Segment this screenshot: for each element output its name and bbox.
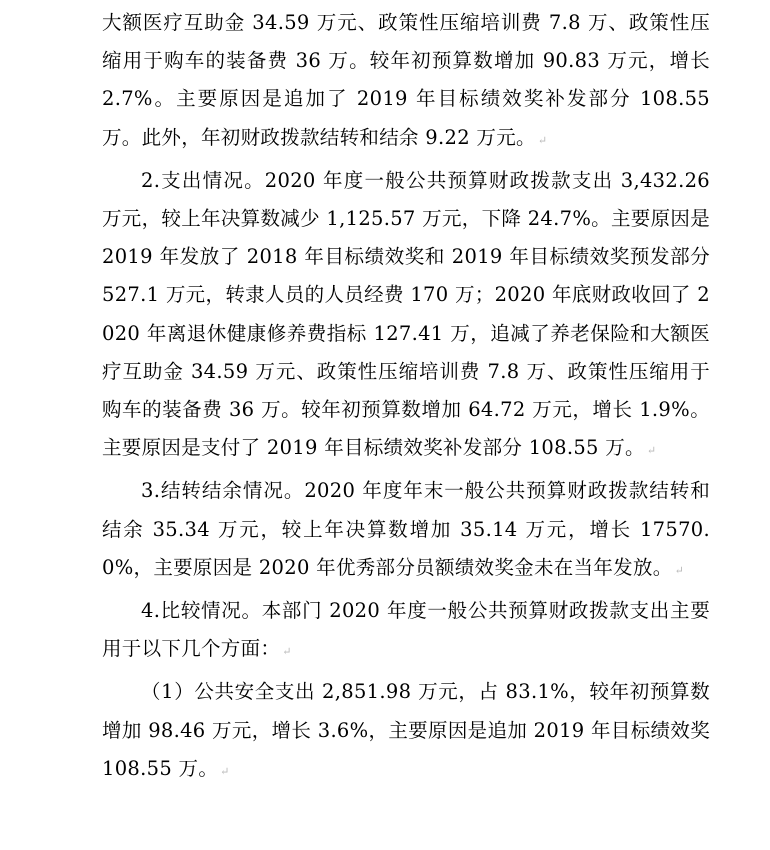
paragraph-public-security bbox=[102, 673, 710, 791]
paragraph-text: 2.支出情况。2020 年度一般公共预算财政拨款支出 3,432.26 万元，较上年决算数减少 1,125.57 万元，下降 24.7%。主要原因是 2019 年发放了 2018 年目标绩效奖和 2019 年目标绩效奖预发部分 527.1 万元，转隶人员的人员经费 170 万；2020 年底财政收回了 2020 年离退休健康修养费指标 127.41 万，追减了养老保险和大额医疗互助金 34.59 万元、政策性压缩培训费 7.8 万、政策性压缩用于购车的装备费 36 万。较年初预算数增加 64.72 万元，增长 1.9%。主要原因是支付了 2019 年目标绩效奖补发部分 108.55 万。 bbox=[102, 168, 710, 460]
paragraph-text: 4.比较情况。本部门 2020 年度一般公共预算财政拨款支出主要用于以下几个方面： bbox=[102, 599, 710, 661]
paragraph-text: （1）公共安全支出 2,851.98 万元，占 83.1%，较年初预算数增加 98.46 万元，增长 3.6%，主要原因是追加 2019 年目标绩效奖 108.55 万。 bbox=[102, 680, 710, 780]
paragraph-text: 大额医疗互助金 34.59 万元、政策性压缩培训费 7.8 万、政策性压缩用于购车的装备费 36 万。较年初预算数增加 90.83 万元，增长 2.7%。主要原因是追加了 2019 年目标绩效奖补发部分 108.55 万。此外，年初财政拨款结转和结余 9.22 万元。 bbox=[102, 11, 710, 149]
paragraph-mark-icon: ↵ bbox=[282, 645, 292, 659]
paragraph-text: 3.结转结余情况。2020 年度年末一般公共预算财政拨款结转和结余 35.34 万元，较上年决算数增加 35.14 万元，增长 17570.0%，主要原因是 2020 年优秀部分员额绩效奖金未在当年发放。 bbox=[102, 479, 710, 579]
paragraph-expenditure bbox=[102, 162, 710, 471]
paragraph-mark-icon: ↵ bbox=[646, 444, 657, 458]
paragraph-mark-icon: ↵ bbox=[674, 563, 685, 577]
paragraph-mark-icon: ↵ bbox=[220, 764, 230, 778]
paragraph-comparison bbox=[102, 592, 710, 671]
paragraph-carryover bbox=[102, 472, 710, 590]
paragraph-revenue-continued bbox=[102, 4, 710, 160]
paragraph-mark-icon: ↵ bbox=[537, 133, 548, 147]
